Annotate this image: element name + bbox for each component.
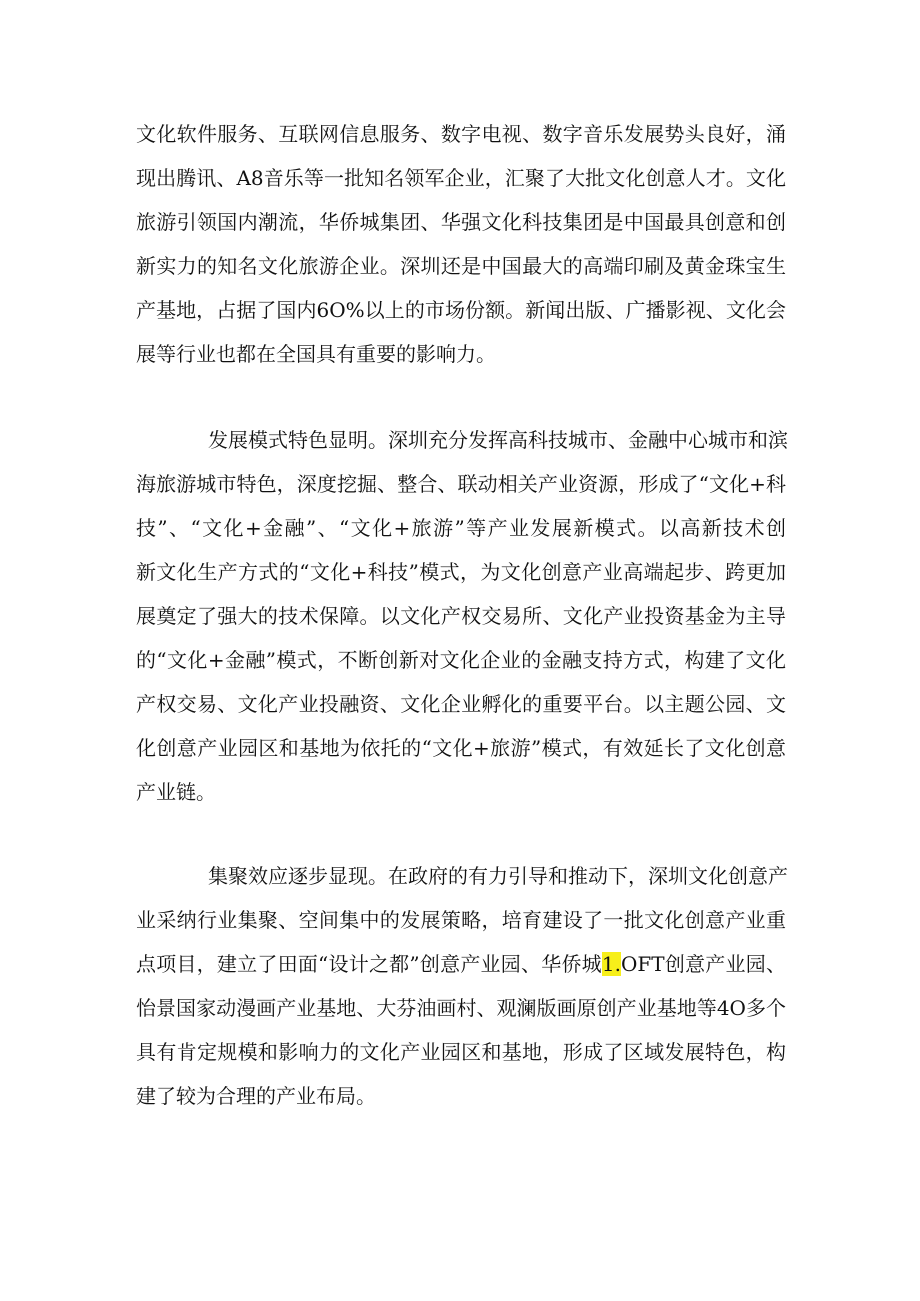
- text-line: 新实力的知名文化旅游企业。深圳还是中国最大的高端印刷及黄金珠宝生: [136, 254, 786, 278]
- text-line: 海旅游城市特色，深度挖掘、整合、联动相关产业资源，形成了“文化+科: [136, 472, 786, 496]
- highlighted-text: 1.: [601, 952, 622, 976]
- text-line: 建了较为合理的产业布局。: [136, 1084, 376, 1108]
- text-line: 展奠定了强大的技术保障。以文化产权交易所、文化产业投资基金为主导: [136, 604, 786, 628]
- text-line: 化创意产业园区和基地为依托的“文化+旅游”模式，有效延长了文化创意: [136, 736, 786, 760]
- text-line: 新文化生产方式的“文化+科技”模式，为文化创意产业高端起步、跨更加: [136, 560, 786, 584]
- text-line: 业采纳行业集聚、空间集中的发展策略，培育建设了一批文化创意产业重: [136, 908, 786, 932]
- paragraph-content-industries: [136, 112, 786, 376]
- text-line: 的“文化+金融”模式，不断创新对文化企业的金融支持方式，构建了文化: [136, 648, 786, 672]
- text-line-with-highlight: [136, 942, 786, 986]
- text-line: 产权交易、文化产业投融资、文化企业孵化的重要平台。以主题公园、文: [136, 692, 786, 716]
- text-line: 产业链。: [136, 780, 216, 804]
- paragraph-cluster-effect: [136, 854, 786, 1118]
- text-line: 具有肯定规模和影响力的文化产业园区和基地，形成了区域发展特色，构: [136, 1040, 786, 1064]
- text-line: 产基地，占据了国内6O%以上的市场份额。新闻出版、广播影视、文化会: [136, 298, 786, 322]
- text-line: 旅游引领国内潮流，华侨城集团、华强文化科技集团是中国最具创意和创: [136, 210, 786, 234]
- text-line: 文化软件服务、互联网信息服务、数字电视、数字音乐发展势头良好，涌: [136, 122, 786, 146]
- text-line: 展等行业也都在全国具有重要的影响力。: [136, 342, 496, 366]
- text-segment: OFT创意产业园、: [621, 952, 786, 976]
- text-line: 集聚效应逐步显现。在政府的有力引导和推动下，深圳文化创意产: [208, 864, 788, 888]
- text-line: 怡景国家动漫画产业基地、大芬油画村、观澜版画原创产业基地等4O多个: [136, 996, 786, 1020]
- text-line: 现出腾讯、A8音乐等一批知名领军企业，汇聚了大批文化创意人才。文化: [136, 166, 786, 190]
- text-line: 发展模式特色显明。深圳充分发挥高科技城市、金融中心城市和滨: [208, 428, 788, 452]
- text-segment: 点项目，建立了田面“设计之都”创意产业园、华侨城: [136, 952, 602, 976]
- paragraph-development-model: [136, 418, 786, 814]
- text-line: 技”、“文化+金融”、“文化+旅游”等产业发展新模式。以高新技术创: [136, 516, 786, 540]
